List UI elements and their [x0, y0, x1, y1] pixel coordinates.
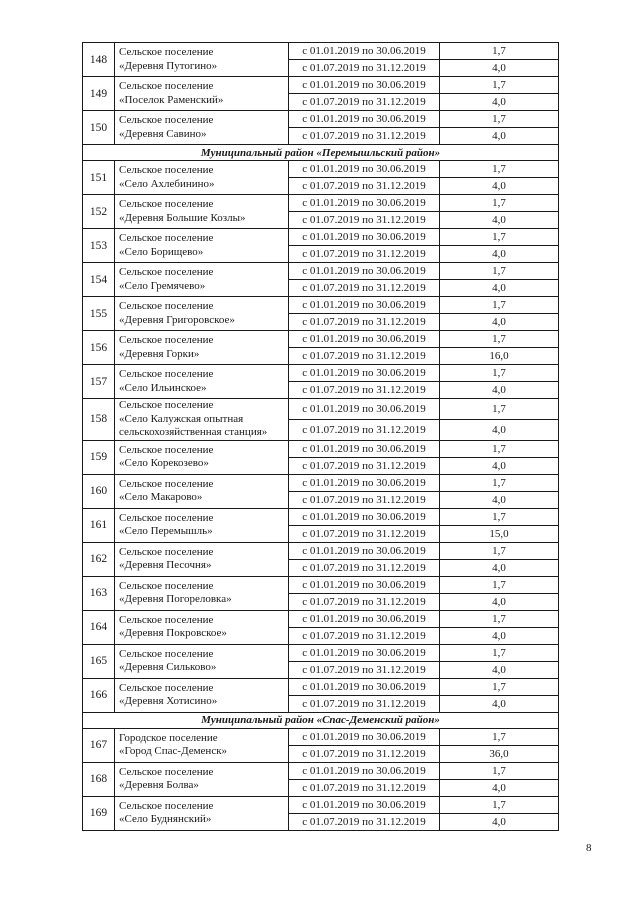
- settlement-name-line: «Деревня Покровское»: [119, 627, 227, 639]
- settlement-name-line: Сельское поселение: [119, 164, 214, 176]
- period-cell: с 01.01.2019 по 30.06.2019: [289, 195, 440, 212]
- rate-cell: 4,0: [440, 246, 559, 263]
- period-cell: с 01.07.2019 по 31.12.2019: [289, 813, 440, 830]
- table-row: [83, 576, 559, 593]
- rate-cell: 1,7: [440, 728, 559, 745]
- rate-cell: 1,7: [440, 365, 559, 382]
- settlement-name: [115, 678, 289, 712]
- rate-cell: 1,7: [440, 43, 559, 60]
- rate-cell: 36,0: [440, 745, 559, 762]
- settlement-name-line: «Село Ильинское»: [119, 381, 207, 394]
- rate-cell: 1,7: [440, 762, 559, 779]
- settlement-name-line: Сельское поселение: [119, 266, 214, 278]
- period-cell: с 01.07.2019 по 31.12.2019: [289, 348, 440, 365]
- settlement-name: [115, 762, 289, 796]
- period-cell: с 01.07.2019 по 31.12.2019: [289, 779, 440, 796]
- period-cell: с 01.01.2019 по 30.06.2019: [289, 229, 440, 246]
- table-row: [83, 161, 559, 178]
- settlement-name: [115, 195, 289, 229]
- settlement-name-line: «Село Буднянский»: [119, 813, 212, 825]
- row-number: 158: [83, 399, 115, 441]
- table-row: [83, 77, 559, 94]
- settlement-name-line: Сельское поселение: [119, 477, 214, 490]
- rate-cell: 4,0: [440, 128, 559, 145]
- settlement-name-line: Сельское поселение: [119, 647, 214, 660]
- row-number: 149: [83, 77, 115, 111]
- row-number: 153: [83, 229, 115, 263]
- row-number: 160: [83, 474, 115, 508]
- table-row: [83, 195, 559, 212]
- rate-cell: 1,7: [440, 297, 559, 314]
- settlement-name: [115, 508, 289, 542]
- period-cell: с 01.07.2019 по 31.12.2019: [289, 178, 440, 195]
- period-cell: с 01.07.2019 по 31.12.2019: [289, 60, 440, 77]
- settlement-name-line: Сельское поселение: [119, 334, 214, 346]
- settlement-name: [115, 331, 289, 365]
- settlement-name: [115, 229, 289, 263]
- settlement-name-line: Сельское поселение: [119, 511, 214, 524]
- rate-cell: 1,7: [440, 474, 559, 491]
- tariff-table: [82, 42, 559, 831]
- settlement-name-line: «Деревня Горки»: [119, 347, 200, 360]
- settlement-name-line: «Село Борищево»: [119, 245, 204, 258]
- settlement-name-line: «Деревня Сильково»: [119, 661, 217, 673]
- period-cell: с 01.01.2019 по 30.06.2019: [289, 440, 440, 457]
- rate-cell: 16,0: [440, 348, 559, 365]
- row-number: 165: [83, 644, 115, 678]
- period-cell: с 01.07.2019 по 31.12.2019: [289, 627, 440, 644]
- period-cell: с 01.07.2019 по 31.12.2019: [289, 94, 440, 111]
- settlement-name: [115, 796, 289, 830]
- settlement-name: [115, 610, 289, 644]
- table-row: [83, 610, 559, 627]
- table-row: [83, 399, 559, 420]
- rate-cell: 4,0: [440, 178, 559, 195]
- settlement-name: [115, 43, 289, 77]
- section-title: Муниципальный район «Спас-Деменский район»: [83, 712, 559, 728]
- table-body: [83, 43, 559, 831]
- period-cell: с 01.07.2019 по 31.12.2019: [289, 559, 440, 576]
- rate-cell: 1,7: [440, 77, 559, 94]
- rate-cell: 4,0: [440, 314, 559, 331]
- settlement-name-line: Сельское поселение: [119, 368, 214, 380]
- settlement-name-line: Сельское поселение: [119, 399, 214, 411]
- settlement-name-line: Сельское поселение: [119, 300, 214, 312]
- settlement-name-line: Сельское поселение: [119, 579, 214, 592]
- rate-cell: 1,7: [440, 440, 559, 457]
- row-number: 156: [83, 331, 115, 365]
- settlement-name: [115, 576, 289, 610]
- rate-cell: 1,7: [440, 161, 559, 178]
- period-cell: с 01.01.2019 по 30.06.2019: [289, 474, 440, 491]
- period-cell: с 01.01.2019 по 30.06.2019: [289, 728, 440, 745]
- table-row: [83, 263, 559, 280]
- rate-cell: 1,7: [440, 263, 559, 280]
- period-cell: с 01.01.2019 по 30.06.2019: [289, 365, 440, 382]
- table-row: [83, 644, 559, 661]
- period-cell: с 01.07.2019 по 31.12.2019: [289, 212, 440, 229]
- settlement-name-line: «Деревня Хотисино»: [119, 695, 218, 707]
- period-cell: с 01.01.2019 по 30.06.2019: [289, 77, 440, 94]
- settlement-name-line: «Деревня Большие Козлы»: [119, 211, 246, 224]
- settlement-name-line: «Село Ахлебинино»: [119, 177, 215, 190]
- settlement-name: [115, 263, 289, 297]
- row-number: 154: [83, 263, 115, 297]
- settlement-name-line: «Город Спас-Деменск»: [119, 745, 228, 757]
- settlement-name-line: «Деревня Песочня»: [119, 559, 212, 571]
- settlement-name: [115, 440, 289, 474]
- settlement-name-line: Сельское поселение: [119, 545, 214, 558]
- period-cell: с 01.07.2019 по 31.12.2019: [289, 525, 440, 542]
- settlement-name-line: «Село Макарово»: [119, 491, 203, 503]
- row-number: 150: [83, 111, 115, 145]
- table-row: [83, 297, 559, 314]
- table-row: [83, 542, 559, 559]
- settlement-name-line: Сельское поселение: [119, 765, 214, 778]
- table-row: [83, 796, 559, 813]
- period-cell: с 01.01.2019 по 30.06.2019: [289, 297, 440, 314]
- settlement-name-line: «Село Калужская опытная: [119, 412, 244, 425]
- settlement-name-line: «Деревня Болва»: [119, 779, 199, 791]
- period-cell: с 01.07.2019 по 31.12.2019: [289, 246, 440, 263]
- settlement-name: [115, 728, 289, 762]
- period-cell: с 01.07.2019 по 31.12.2019: [289, 457, 440, 474]
- rate-cell: 1,7: [440, 610, 559, 627]
- settlement-name: [115, 542, 289, 576]
- period-cell: с 01.07.2019 по 31.12.2019: [289, 419, 440, 440]
- rate-cell: 1,7: [440, 111, 559, 128]
- rate-cell: 4,0: [440, 491, 559, 508]
- period-cell: с 01.07.2019 по 31.12.2019: [289, 593, 440, 610]
- rate-cell: 1,7: [440, 576, 559, 593]
- period-cell: с 01.07.2019 по 31.12.2019: [289, 491, 440, 508]
- settlement-name-line: Сельское поселение: [119, 80, 214, 92]
- settlement-name-line: «Деревня Григоровское»: [119, 313, 235, 326]
- row-number: 166: [83, 678, 115, 712]
- period-cell: с 01.07.2019 по 31.12.2019: [289, 745, 440, 762]
- period-cell: с 01.01.2019 по 30.06.2019: [289, 331, 440, 348]
- row-number: 157: [83, 365, 115, 399]
- rate-cell: 1,7: [440, 331, 559, 348]
- settlement-name-line: Сельское поселение: [119, 443, 214, 456]
- table-row: [83, 762, 559, 779]
- rate-cell: 4,0: [440, 94, 559, 111]
- period-cell: с 01.01.2019 по 30.06.2019: [289, 796, 440, 813]
- settlement-name-line: Сельское поселение: [119, 198, 214, 210]
- period-cell: с 01.01.2019 по 30.06.2019: [289, 762, 440, 779]
- period-cell: с 01.01.2019 по 30.06.2019: [289, 399, 440, 420]
- period-cell: с 01.01.2019 по 30.06.2019: [289, 678, 440, 695]
- settlement-name-line: «Деревня Погореловка»: [119, 593, 232, 605]
- rate-cell: 4,0: [440, 382, 559, 399]
- period-cell: с 01.01.2019 по 30.06.2019: [289, 111, 440, 128]
- settlement-name-line: Сельское поселение: [119, 613, 214, 626]
- settlement-name-line: Сельское поселение: [119, 681, 214, 694]
- row-number: 152: [83, 195, 115, 229]
- table-row: [83, 440, 559, 457]
- settlement-name-line: Городское поселение: [119, 731, 218, 744]
- settlement-name: [115, 161, 289, 195]
- period-cell: с 01.07.2019 по 31.12.2019: [289, 314, 440, 331]
- settlement-name-line: «Деревня Савино»: [119, 127, 207, 140]
- period-cell: с 01.07.2019 по 31.12.2019: [289, 280, 440, 297]
- rate-cell: 15,0: [440, 525, 559, 542]
- row-number: 155: [83, 297, 115, 331]
- rate-cell: 4,0: [440, 593, 559, 610]
- rate-cell: 1,7: [440, 796, 559, 813]
- section-title: Муниципальный район «Перемышльский район»: [83, 145, 559, 161]
- period-cell: с 01.01.2019 по 30.06.2019: [289, 576, 440, 593]
- rate-cell: 4,0: [440, 779, 559, 796]
- period-cell: с 01.01.2019 по 30.06.2019: [289, 610, 440, 627]
- period-cell: с 01.01.2019 по 30.06.2019: [289, 161, 440, 178]
- period-cell: с 01.01.2019 по 30.06.2019: [289, 43, 440, 60]
- row-number: 148: [83, 43, 115, 77]
- settlement-name-line: сельскохозяйственная станция»: [119, 426, 268, 438]
- rate-cell: 4,0: [440, 419, 559, 440]
- row-number: 164: [83, 610, 115, 644]
- rate-cell: 4,0: [440, 280, 559, 297]
- row-number: 168: [83, 762, 115, 796]
- rate-cell: 4,0: [440, 813, 559, 830]
- table-row: [83, 728, 559, 745]
- page-number: 8: [586, 842, 592, 854]
- table-row: [83, 508, 559, 525]
- row-number: 169: [83, 796, 115, 830]
- settlement-name-line: Сельское поселение: [119, 46, 214, 58]
- rate-cell: 1,7: [440, 678, 559, 695]
- table-row: [83, 678, 559, 695]
- settlement-name-line: «Село Гремячево»: [119, 279, 206, 292]
- section-row: [83, 145, 559, 161]
- period-cell: с 01.01.2019 по 30.06.2019: [289, 542, 440, 559]
- row-number: 159: [83, 440, 115, 474]
- settlement-name-line: Сельское поселение: [119, 799, 214, 812]
- row-number: 151: [83, 161, 115, 195]
- period-cell: с 01.01.2019 по 30.06.2019: [289, 508, 440, 525]
- period-cell: с 01.07.2019 по 31.12.2019: [289, 128, 440, 145]
- rate-cell: 1,7: [440, 399, 559, 420]
- rate-cell: 4,0: [440, 661, 559, 678]
- settlement-name-line: «Село Корекозево»: [119, 457, 209, 469]
- table-row: [83, 229, 559, 246]
- rate-cell: 1,7: [440, 542, 559, 559]
- section-row: [83, 712, 559, 728]
- table-row: [83, 111, 559, 128]
- table-row: [83, 43, 559, 60]
- settlement-name-line: Сельское поселение: [119, 232, 214, 244]
- period-cell: с 01.01.2019 по 30.06.2019: [289, 644, 440, 661]
- settlement-name-line: «Село Перемышль»: [119, 525, 213, 537]
- row-number: 163: [83, 576, 115, 610]
- rate-cell: 1,7: [440, 644, 559, 661]
- settlement-name: [115, 77, 289, 111]
- rate-cell: 4,0: [440, 627, 559, 644]
- rate-cell: 1,7: [440, 229, 559, 246]
- table-row: [83, 331, 559, 348]
- row-number: 167: [83, 728, 115, 762]
- period-cell: с 01.07.2019 по 31.12.2019: [289, 382, 440, 399]
- rate-cell: 4,0: [440, 457, 559, 474]
- rate-cell: 4,0: [440, 695, 559, 712]
- row-number: 162: [83, 542, 115, 576]
- table-row: [83, 365, 559, 382]
- settlement-name: [115, 474, 289, 508]
- period-cell: с 01.07.2019 по 31.12.2019: [289, 661, 440, 678]
- row-number: 161: [83, 508, 115, 542]
- settlement-name-line: Сельское поселение: [119, 114, 214, 126]
- settlement-name-line: «Деревня Путогино»: [119, 59, 218, 72]
- settlement-name: [115, 111, 289, 145]
- settlement-name-line: «Поселок Раменский»: [119, 93, 224, 106]
- settlement-name: [115, 399, 289, 441]
- rate-cell: 4,0: [440, 559, 559, 576]
- period-cell: с 01.01.2019 по 30.06.2019: [289, 263, 440, 280]
- table-row: [83, 474, 559, 491]
- settlement-name: [115, 297, 289, 331]
- rate-cell: 4,0: [440, 60, 559, 77]
- rate-cell: 1,7: [440, 508, 559, 525]
- settlement-name: [115, 365, 289, 399]
- rate-cell: 4,0: [440, 212, 559, 229]
- period-cell: с 01.07.2019 по 31.12.2019: [289, 695, 440, 712]
- settlement-name: [115, 644, 289, 678]
- rate-cell: 1,7: [440, 195, 559, 212]
